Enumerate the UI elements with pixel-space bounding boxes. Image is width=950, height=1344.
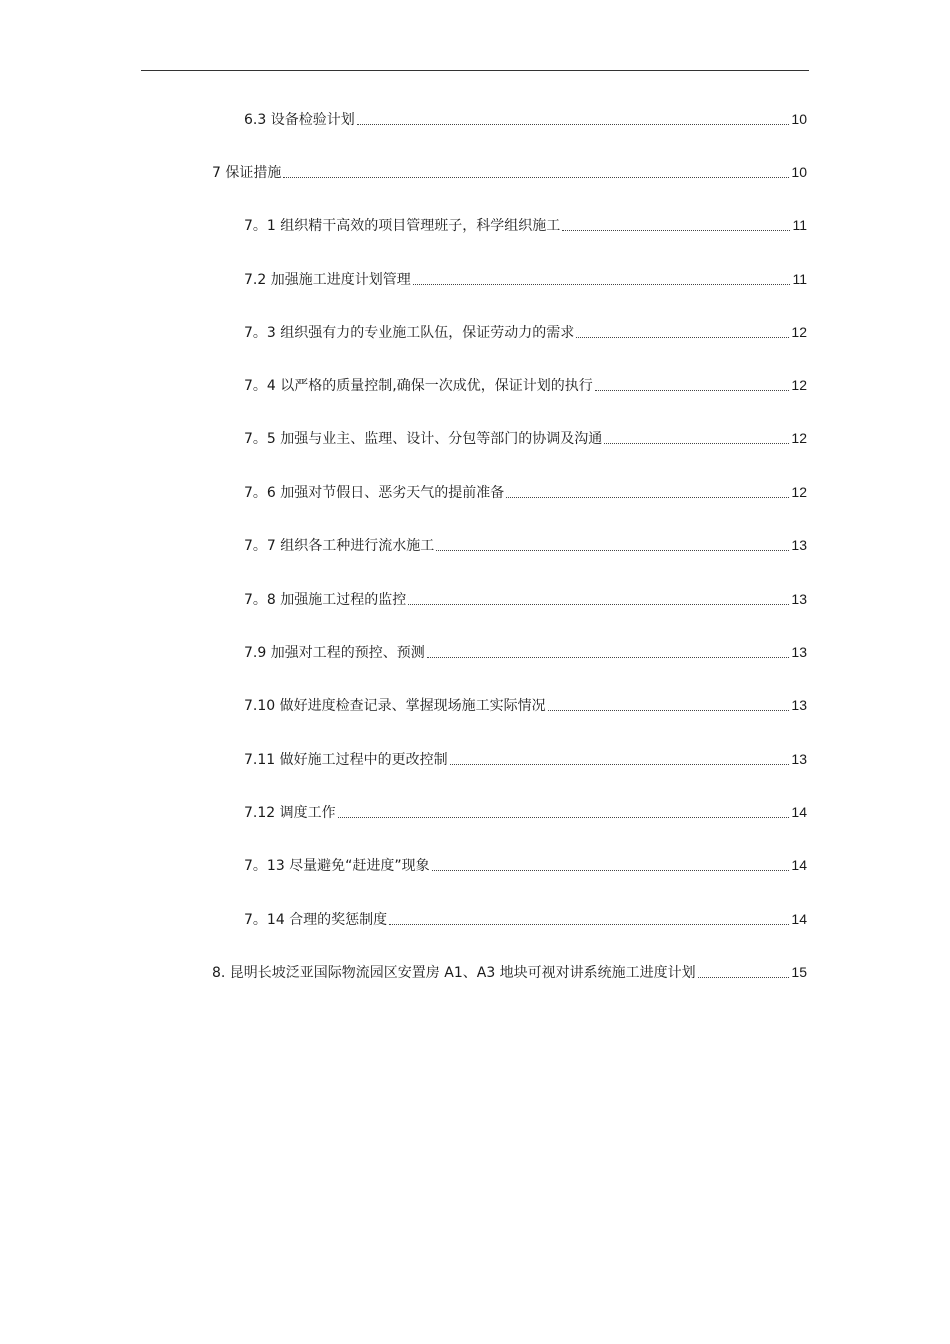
toc-entry[interactable] (244, 109, 807, 130)
toc-entry-title: 7。5 加强与业主、监理、设计、分包等部门的协调及沟通 (244, 431, 603, 447)
dot-leader (595, 390, 790, 391)
toc-entry-page: 14 (791, 857, 807, 873)
toc-entry-title: 7。6 加强对节假日、恶劣天气的提前准备 (244, 485, 505, 501)
toc-entry-page: 13 (791, 537, 807, 553)
toc-entry-title: 7.10 做好进度检查记录、掌握现场施工实际情况 (244, 698, 546, 714)
toc-entry[interactable] (244, 589, 807, 610)
toc-entry[interactable] (244, 375, 807, 396)
toc-entry-page: 10 (791, 164, 807, 180)
dot-leader (548, 710, 790, 711)
toc-entry-title: 7.9 加强对工程的预控、预测 (244, 645, 425, 661)
toc-entry-page: 12 (791, 377, 807, 393)
toc-entry-page: 11 (792, 271, 807, 287)
dot-leader (427, 657, 790, 658)
toc-entry-title: 7。4 以严格的质量控制,确保一次成优，保证计划的执行 (244, 378, 593, 394)
dot-leader (357, 124, 790, 125)
dot-leader (436, 550, 789, 551)
dot-leader (604, 443, 789, 444)
toc-entry-page: 15 (791, 964, 807, 980)
toc-entry-page: 12 (791, 484, 807, 500)
toc-entry[interactable] (244, 269, 807, 290)
dot-leader (450, 764, 790, 765)
toc-entry-title: 7 保证措施 (212, 165, 282, 181)
toc-entry-title: 6.3 设备检验计划 (244, 112, 355, 128)
toc-entry-page: 13 (791, 591, 807, 607)
toc-entry-page: 12 (791, 324, 807, 340)
dot-leader (413, 284, 791, 285)
dot-leader (506, 497, 789, 498)
toc-entry-title: 7。1 组织精干高效的项目管理班子，科学组织施工 (244, 218, 561, 234)
dot-leader (576, 337, 789, 338)
toc-entry[interactable] (244, 428, 807, 449)
dot-leader (562, 230, 790, 231)
toc-entry-page: 13 (791, 751, 807, 767)
dot-leader (283, 177, 789, 178)
dot-leader (338, 817, 790, 818)
toc-entry-title: 7。13 尽量避免“赶进度”现象 (244, 858, 430, 874)
toc-entry-page: 11 (792, 217, 807, 233)
toc-entry[interactable] (244, 802, 807, 823)
toc-entry-title: 7.12 调度工作 (244, 805, 336, 821)
toc-entry-page: 12 (791, 430, 807, 446)
toc-entry[interactable] (244, 482, 807, 503)
toc-entry[interactable] (244, 909, 807, 930)
toc-entry-title: 7。3 组织强有力的专业施工队伍，保证劳动力的需求 (244, 325, 575, 341)
toc-entry-page: 14 (791, 804, 807, 820)
toc-entry-page: 13 (791, 697, 807, 713)
toc-entry[interactable] (244, 215, 807, 236)
toc-entry[interactable] (244, 695, 807, 716)
header-rule (141, 70, 809, 71)
toc-entry-title: 7。8 加强施工过程的监控 (244, 592, 407, 608)
dot-leader (389, 924, 789, 925)
dot-leader (432, 870, 790, 871)
toc-entry-page: 13 (791, 644, 807, 660)
dot-leader (698, 977, 790, 978)
toc-entry[interactable] (244, 535, 807, 556)
toc-entry-page: 14 (791, 911, 807, 927)
toc-entry-title: 8. 昆明长坡泛亚国际物流园区安置房 A1、A3 地块可视对讲系统施工进度计划 (212, 965, 696, 981)
toc-entry-title: 7.2 加强施工进度计划管理 (244, 272, 411, 288)
toc-entry[interactable] (244, 749, 807, 770)
dot-leader (408, 604, 789, 605)
toc-entry[interactable] (212, 962, 807, 983)
toc-entry[interactable] (212, 162, 807, 183)
toc-entry[interactable] (244, 642, 807, 663)
toc-entry-page: 10 (791, 111, 807, 127)
toc-entry[interactable] (244, 322, 807, 343)
toc-entry-title: 7.11 做好施工过程中的更改控制 (244, 752, 448, 768)
toc-entry-title: 7。14 合理的奖惩制度 (244, 912, 388, 928)
toc-entry[interactable] (244, 855, 807, 876)
toc-entry-title: 7。7 组织各工种进行流水施工 (244, 538, 435, 554)
